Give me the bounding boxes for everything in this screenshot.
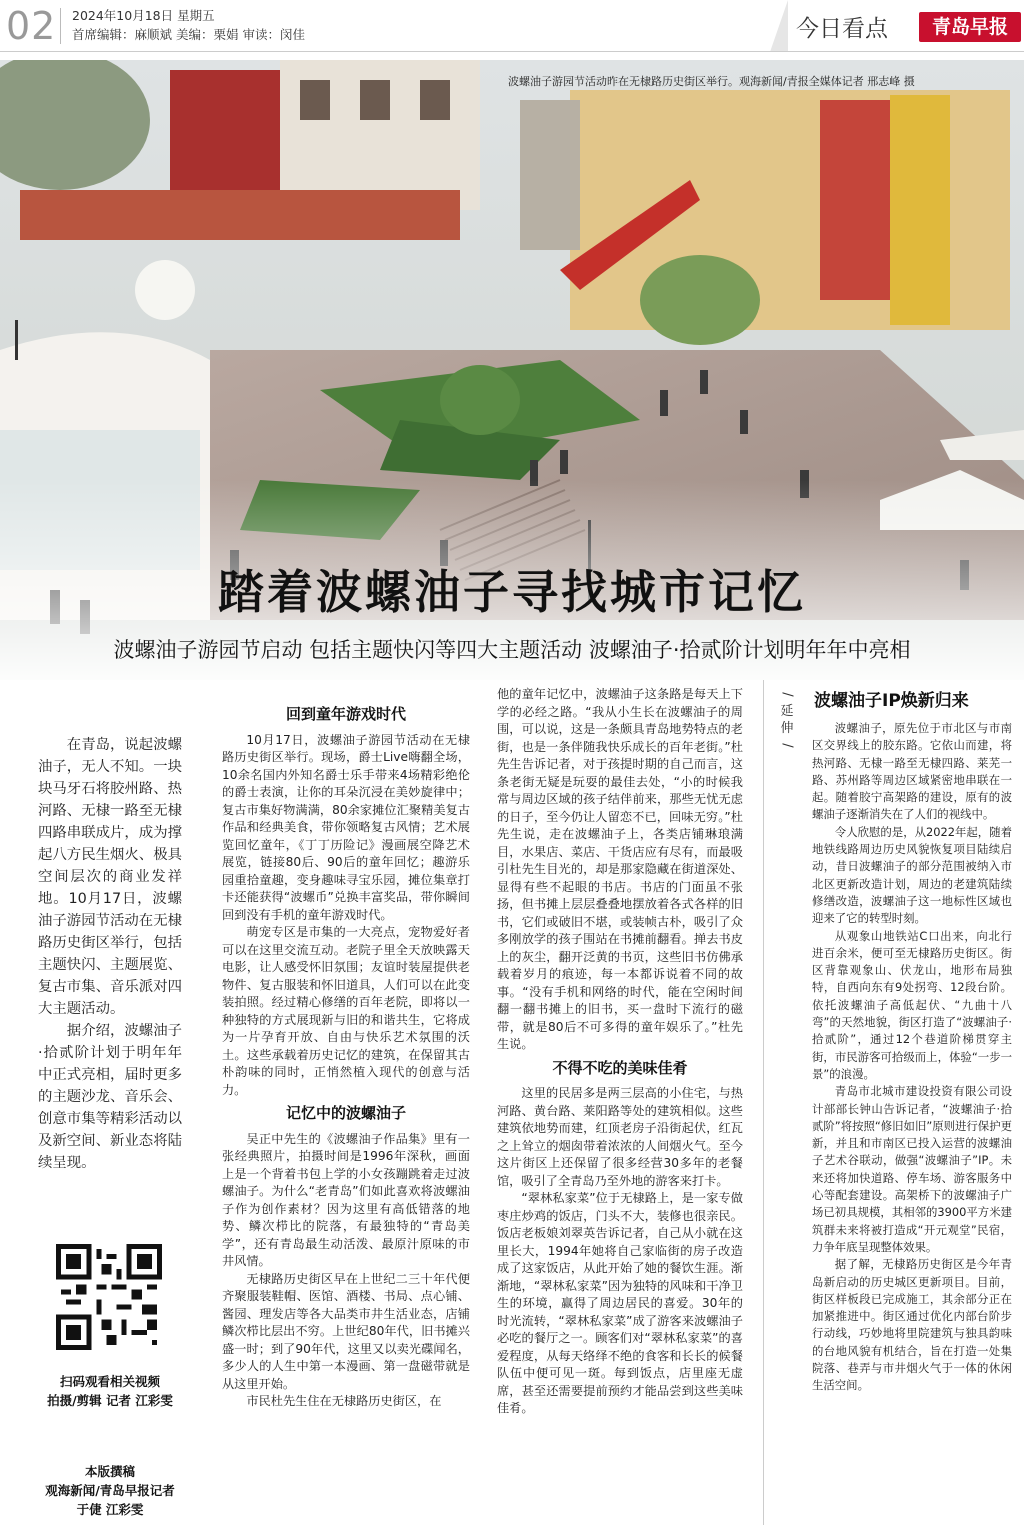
paragraph: 从观象山地铁站C口出来，向北行进百余米，便可至无棣路历史街区。街区背靠观象山、伏龙山，地形布局独特，自西向东有9处拐弯、12段台阶。依托波螺油子高低起伏、“九曲十八弯”的天然地貌，街区打造了“波螺油子·拾贰阶”，通过12个巷道阶梯贯穿主街，市民游客可拾级而上，体验“一步一景”的浪漫。 bbox=[812, 928, 1012, 1081]
sidebar-tag-char: / bbox=[779, 743, 795, 748]
paragraph: 波螺油子，原先位于市北区与市南区交界线上的胶东路。它依山而建，将热河路、无棣一路至无棣四路、莱芜一路、苏州路等周边区域紧密地串联在一起。随着胶宁高架路的建设，原有的波螺油子逐渐消失在了人们的视线中。 bbox=[812, 721, 1012, 822]
subheading-food: 不得不吃的美味佳肴 bbox=[552, 1058, 688, 1077]
lead-column bbox=[38, 734, 182, 1174]
page-number: 02 bbox=[6, 4, 57, 48]
header-slant-decoration bbox=[770, 0, 788, 52]
paragraph: 10月17日，波螺油子游园节活动在无棣路历史街区举行。现场，爵士Live嗨翻全场，10余名国内外知名爵士乐手带来4场精彩绝伦的爵士表演，让你的耳朵沉浸在美妙旋律中；复古市集好物满满，80余家摊位汇聚精美复古作品和经典美食，带你领略复古风情；艺术展览回忆童年，《丁丁历险记》漫画展空降艺术展览，链接80后、90后的童年回忆；趣游乐园重拾童趣，变身趣味寻宝乐园，摊位集章打卡还能获得“波螺币”兑换丰富奖品，带你瞬间回到没有手机的童年游戏时代。 bbox=[222, 732, 470, 922]
article-column-2 bbox=[222, 700, 470, 1411]
sidebar-tag-char: 伸 bbox=[780, 721, 794, 736]
subheading-childhood: 回到童年游戏时代 bbox=[285, 705, 406, 723]
subheading-memory: 记忆中的波螺油子 bbox=[285, 1104, 406, 1122]
paragraph: 萌宠专区是市集的一大亮点，宠物爱好者可以在这里交流互动。老院子里全天放映露天电影，让人感受怀旧氛围；友谊时装屋提供老物件、复古服装和怀旧道具，人们可以在此变装拍照。经过精心修缮的百年老院，即将以一种独特的方式展现新与旧的和谐共生，它将成为一片孕育开放、自由与快乐艺术氛围的沃土。这些承载着历史记忆的建筑，在保留其古朴韵味的同时，正悄然植入现代的创意与活力。 bbox=[222, 925, 470, 1097]
sidebar-tag-char: 延 bbox=[780, 704, 794, 719]
qr-caption: 扫码观看相关视频 拍摄/剪辑 记者 江彩雯 bbox=[47, 1374, 173, 1408]
sidebar-column bbox=[812, 720, 1012, 1395]
section-title: 今日看点 bbox=[796, 16, 888, 42]
paragraph: 令人欣慰的是，从2022年起，随着地铁线路周边历史风貌恢复项目陆续启动，昔日波螺油子的部分范围被纳入市北区更新改造计划，周边的老建筑陆续修缮改造，波螺油子这一地标性区域也迎来了它的转型时刻。 bbox=[812, 824, 1012, 926]
paragraph: 市民杜先生住在无棣路历史街区，在 bbox=[246, 1394, 442, 1408]
lead-paragraph-1: 在青岛，说起波螺油子，无人不知。一块块马牙石将胶州路、热河路、无棣一路至无棣四路串联成片，成为撑起八方民生烟火、极具空间层次的商业发祥地。10月17日，波螺油子游园节活动在无棣路历史街区举行，包括主题快闪、主题展览、复古市集、音乐派对四大主题活动。 bbox=[38, 737, 182, 1017]
article-column-3 bbox=[497, 686, 743, 1418]
sidebar-divider bbox=[763, 680, 764, 1525]
paragraph: 无棣路历史街区早在上世纪二三十年代便齐聚服装鞋帽、医馆、酒楼、书局、点心铺、酱园、理发店等各大品类市井生活业态，店铺鳞次栉比层出不穷。上世纪80年代，旧书摊兴盛一时；到了90年代，这里又以卖光碟闻名，多少人的人生中第一本漫画、第一盘磁带就是从这里开始。 bbox=[222, 1271, 470, 1391]
date-line: 2024年10月18日 星期五 bbox=[72, 8, 215, 23]
sidebar-tag bbox=[776, 686, 798, 754]
paragraph: 据了解，无棣路历史街区是今年青岛新启动的历史城区更新项目。目前，街区样板段已完成施工，其余部分正在加紧推进中。街区通过优化内部台阶步行动线，巧妙地将里院建筑与独具韵味的台地风貌有机结合，旨在打造一处集院落、巷弄与市井烟火气于一体的休闲生活空间。 bbox=[812, 1257, 1012, 1393]
header-divider bbox=[60, 8, 61, 44]
staff-line: 首席编辑：麻顺斌 美编：栗娟 审读：闵佳 bbox=[72, 27, 305, 42]
newspaper-logo: 青岛早报 bbox=[919, 12, 1021, 42]
paragraph: 青岛市北城市建设投资有限公司设计部部长钟山告诉记者，“波螺油子·拾贰阶”将按照“修旧如旧”原则进行保护更新，并且和市南区已投入运营的波螺油子艺术谷联动，做强“波螺油子”IP。未来还将加快道路、停车场、游客服务中心等配套建设。高架桥下的波螺油子广场已初具规模，其相邻的3900平方米建筑群未来将被打造成“开元观堂”民宿，力争年底呈现整体效果。 bbox=[812, 1084, 1012, 1254]
byline-credit: 本版撰稿 观海新闻/青岛早报记者 于倢 江彩雯 bbox=[45, 1464, 175, 1517]
paragraph: 这里的民居多是两三层高的小住宅，与热河路、黄台路、莱阳路等处的建筑相似。这些建筑依地势而建，红顶老房子沿街起伏，红瓦之上耸立的烟囱带着浓浓的人间烟火气。至今这片街区上还保留了很多经营30多年的老餐馆，吸引了全青岛乃至外地的游客来打卡。 bbox=[497, 1086, 743, 1188]
paragraph: 吴正中先生的《波螺油子作品集》里有一张经典照片，拍摄时间是1996年深秋，画面上是一个背着书包上学的小女孩蹦跳着走过波螺油子。为什么“老青岛”们如此喜欢将波螺油子作为创作素材？因为这里有高低错落的地势、鳞次栉比的院落，有最独特的“青岛美学”，还有青岛最生动活泼、最原汁原味的市井风情。 bbox=[222, 1131, 470, 1268]
header-rule bbox=[0, 51, 1024, 52]
sidebar-title: 波螺油子IP焕新归来 bbox=[814, 691, 969, 711]
photo-caption: 波螺油子游园节活动昨在无棣路历史街区举行。观海新闻/青报全媒体记者 邢志峰 摄 bbox=[508, 75, 915, 88]
subheadline: 波螺油子游园节启动 包括主题快闪等四大主题活动 波螺油子·拾贰阶计划明年年中亮相 bbox=[113, 638, 911, 662]
sidebar-tag-char: / bbox=[779, 692, 795, 697]
qr-code[interactable] bbox=[56, 1244, 162, 1350]
lead-paragraph-2: 据介绍，波螺油子·拾贰阶计划于明年年中正式亮相，届时更多的主题沙龙、音乐会、创意市集等精彩活动以及新空间、新业态将陆续呈现。 bbox=[38, 1023, 182, 1171]
paragraph: “翠林私家菜”位于无棣路上，是一家专做枣庄炒鸡的饭店，门头不大，装修也很亲民。饭店老板娘刘翠英告诉记者，自己从小就在这里长大，1994年她将自己家临街的房子改造成了这家饭店，从此开始了她的餐饮生涯。渐渐地，“翠林私家菜”因为独特的风味和干净卫生的环境，赢得了周边居民的喜爱。30年的时光流转，“翠林私家菜”成了游客来波螺油子必吃的餐厅之一。顾客们对“翠林私家菜”的喜爱程度，从每天络绎不绝的食客和长长的候餐队伍中便可见一斑。每到饭点，店里座无虚席，甚至还需要提前预约才能品尝到这些美味佳肴。 bbox=[497, 1191, 743, 1415]
paragraph: 他的童年记忆中，波螺油子这条路是每天上下学的必经之路。“我从小生长在波螺油子的周围，可以说，这是一条颇具青岛地势特点的老街，也是一条伴随我快乐成长的百年老街。”杜先生告诉记者，对于孩提时期的自己而言，这条老街无疑是玩耍的最佳去处，“小的时候我常与周边区域的孩子结伴前来，那些无忧无虑的日子，至今仍让人留恋不已，回味无穷。”杜先生说，走在波螺油子上，各类店铺琳琅满目，水果店、菜店、干货店应有尽有，而最吸引杜先生目光的，却是那家隐藏在街道深处、显得有些不起眼的书店。书店的门面虽不张扬，但书摊上层层叠叠地摆放着各式各样的旧书，它们或破旧不堪，或装帧古朴，吸引了众多刚放学的孩子围站在书摊前翻看。掸去书皮上的灰尘，翻开泛黄的书页，这些旧书仿佛承载着岁月的痕迹，每一本都诉说着不同的故事。“没有手机和网络的时代，能在空闲时间翻一翻书摊上的旧书，买一盘时下流行的磁带，就是80后不可多得的童年娱乐了。”杜先生说。 bbox=[497, 687, 743, 1051]
headline: 踏着波螺油子寻找城市记忆 bbox=[218, 565, 806, 619]
